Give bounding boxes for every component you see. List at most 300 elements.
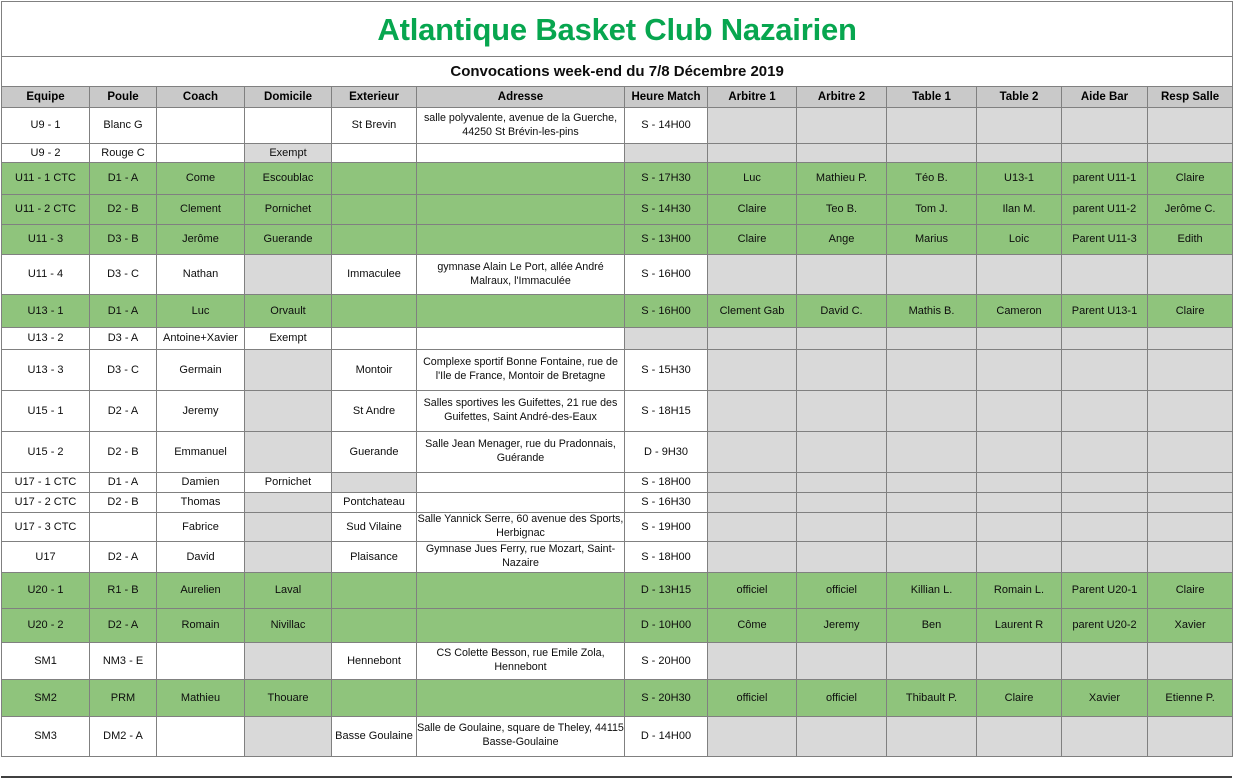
- cell-equipe: U15 - 1: [2, 391, 90, 432]
- cell-adresse: [417, 608, 625, 642]
- cell-table-2: [977, 642, 1062, 679]
- cell-table-2: [977, 108, 1062, 144]
- cell-exterieur: Hennebont: [332, 642, 417, 679]
- cell-heure-match: S - 18H00: [625, 541, 708, 572]
- cell-coach: Fabrice: [157, 513, 245, 542]
- cell-table-2: Ilan M.: [977, 195, 1062, 225]
- cell-coach: [157, 642, 245, 679]
- cell-heure-match: S - 20H30: [625, 679, 708, 716]
- cell-poule: D2 - A: [90, 391, 157, 432]
- cell-coach: David: [157, 541, 245, 572]
- cell-coach: Damien: [157, 473, 245, 493]
- cell-arbitre-1: officiel: [708, 572, 797, 608]
- cell-table-2: [977, 513, 1062, 542]
- cell-exterieur: [332, 195, 417, 225]
- cell-table-2: [977, 255, 1062, 295]
- cell-adresse: [417, 493, 625, 513]
- cell-poule: [90, 513, 157, 542]
- cell-arbitre-2: [797, 350, 887, 391]
- cell-poule: D3 - C: [90, 255, 157, 295]
- cell-table-2: U13-1: [977, 163, 1062, 195]
- cell-table-2: Claire: [977, 679, 1062, 716]
- cell-aide-bar: [1062, 473, 1148, 493]
- cell-adresse: Salle de Goulaine, square de Theley, 44115 Basse-Goulaine: [417, 716, 625, 756]
- cell-arbitre-1: Luc: [708, 163, 797, 195]
- cell-adresse: Complexe sportif Bonne Fontaine, rue de l'Ile de France, Montoir de Bretagne: [417, 350, 625, 391]
- cell-poule: D2 - A: [90, 608, 157, 642]
- cell-table-2: Laurent R: [977, 608, 1062, 642]
- cell-heure-match: S - 16H00: [625, 255, 708, 295]
- cell-arbitre-2: [797, 716, 887, 756]
- cell-table-1: [887, 391, 977, 432]
- cell-arbitre-1: [708, 716, 797, 756]
- cell-equipe: U11 - 1 CTC: [2, 163, 90, 195]
- cell-table-1: Thibault P.: [887, 679, 977, 716]
- cell-aide-bar: [1062, 255, 1148, 295]
- cell-exterieur: St Andre: [332, 391, 417, 432]
- cell-equipe: U11 - 4: [2, 255, 90, 295]
- cell-arbitre-2: [797, 493, 887, 513]
- cell-heure-match: S - 16H00: [625, 295, 708, 328]
- cell-coach: Jeremy: [157, 391, 245, 432]
- column-header-poule: Poule: [90, 87, 157, 108]
- column-header-aide-bar: Aide Bar: [1062, 87, 1148, 108]
- cell-adresse: [417, 225, 625, 255]
- cell-adresse: salle polyvalente, avenue de la Guerche, 44250 St Brévin-les-pins: [417, 108, 625, 144]
- column-header-exterieur: Exterieur: [332, 87, 417, 108]
- cell-poule: Blanc G: [90, 108, 157, 144]
- cell-aide-bar: Xavier: [1062, 679, 1148, 716]
- cell-exterieur: [332, 328, 417, 350]
- cell-exterieur: Immaculee: [332, 255, 417, 295]
- column-header-adresse: Adresse: [417, 87, 625, 108]
- cell-arbitre-2: [797, 473, 887, 493]
- cell-table-1: [887, 432, 977, 473]
- cell-poule: R1 - B: [90, 572, 157, 608]
- cell-resp-salle: Edith: [1148, 225, 1233, 255]
- column-header-resp-salle: Resp Salle: [1148, 87, 1233, 108]
- column-header-coach: Coach: [157, 87, 245, 108]
- cell-adresse: gymnase Alain Le Port, allée André Malraux, l'Immaculée: [417, 255, 625, 295]
- cell-table-2: [977, 328, 1062, 350]
- cell-table-1: Ben: [887, 608, 977, 642]
- cell-equipe: U17 - 3 CTC: [2, 513, 90, 542]
- cell-exterieur: [332, 295, 417, 328]
- cell-poule: D1 - A: [90, 163, 157, 195]
- cell-arbitre-2: officiel: [797, 679, 887, 716]
- cell-exterieur: [332, 572, 417, 608]
- cell-table-2: [977, 432, 1062, 473]
- cell-arbitre-1: [708, 432, 797, 473]
- cell-domicile: Orvault: [245, 295, 332, 328]
- cell-domicile: [245, 513, 332, 542]
- table-row: [2, 716, 1233, 756]
- table-row: [2, 642, 1233, 679]
- cell-adresse: [417, 679, 625, 716]
- cell-domicile: [245, 541, 332, 572]
- cell-poule: PRM: [90, 679, 157, 716]
- cell-equipe: U11 - 3: [2, 225, 90, 255]
- cell-table-1: Killian L.: [887, 572, 977, 608]
- cell-domicile: Thouare: [245, 679, 332, 716]
- cell-table-1: [887, 716, 977, 756]
- cell-adresse: Salle Yannick Serre, 60 avenue des Sports, Herbignac: [417, 513, 625, 542]
- table-row: [2, 225, 1233, 255]
- page-subtitle: Convocations week-end du 7/8 Décembre 2019: [450, 62, 784, 80]
- cell-table-1: Mathis B.: [887, 295, 977, 328]
- cell-heure-match: S - 19H00: [625, 513, 708, 542]
- cell-arbitre-2: [797, 432, 887, 473]
- cell-poule: D1 - A: [90, 295, 157, 328]
- cell-domicile: [245, 432, 332, 473]
- cell-equipe: U17: [2, 541, 90, 572]
- cell-poule: D3 - C: [90, 350, 157, 391]
- cell-aide-bar: [1062, 513, 1148, 542]
- cell-heure-match: S - 18H00: [625, 473, 708, 493]
- cell-equipe: U11 - 2 CTC: [2, 195, 90, 225]
- cell-exterieur: Guerande: [332, 432, 417, 473]
- cell-table-2: [977, 350, 1062, 391]
- cell-arbitre-2: [797, 642, 887, 679]
- cell-arbitre-1: officiel: [708, 679, 797, 716]
- cell-arbitre-1: [708, 350, 797, 391]
- cell-poule: D2 - B: [90, 195, 157, 225]
- cell-exterieur: [332, 163, 417, 195]
- cell-domicile: [245, 642, 332, 679]
- cell-aide-bar: [1062, 716, 1148, 756]
- cell-exterieur: [332, 144, 417, 163]
- cell-table-1: [887, 513, 977, 542]
- cell-heure-match: S - 13H00: [625, 225, 708, 255]
- cell-arbitre-2: David C.: [797, 295, 887, 328]
- cell-aide-bar: [1062, 642, 1148, 679]
- cell-resp-salle: [1148, 328, 1233, 350]
- cell-coach: Luc: [157, 295, 245, 328]
- cell-domicile: Laval: [245, 572, 332, 608]
- cell-arbitre-1: [708, 541, 797, 572]
- cell-arbitre-2: [797, 328, 887, 350]
- cell-domicile: [245, 391, 332, 432]
- cell-exterieur: [332, 473, 417, 493]
- cell-equipe: U9 - 1: [2, 108, 90, 144]
- cell-adresse: [417, 473, 625, 493]
- cell-equipe: U13 - 3: [2, 350, 90, 391]
- cell-arbitre-1: Côme: [708, 608, 797, 642]
- cell-resp-salle: [1148, 642, 1233, 679]
- cell-heure-match: S - 16H30: [625, 493, 708, 513]
- table-row: [2, 295, 1233, 328]
- cell-coach: Jerôme: [157, 225, 245, 255]
- cell-aide-bar: [1062, 493, 1148, 513]
- cell-aide-bar: Parent U13-1: [1062, 295, 1148, 328]
- cell-table-1: [887, 144, 977, 163]
- cell-aide-bar: Parent U11-3: [1062, 225, 1148, 255]
- page-subtitle-cell: [2, 57, 1233, 87]
- cell-table-2: [977, 391, 1062, 432]
- cell-table-1: Téo B.: [887, 163, 977, 195]
- table-row: [2, 163, 1233, 195]
- cell-heure-match: S - 18H15: [625, 391, 708, 432]
- cell-heure-match: D - 9H30: [625, 432, 708, 473]
- cell-table-1: Tom J.: [887, 195, 977, 225]
- cell-coach: [157, 108, 245, 144]
- cell-equipe: U13 - 2: [2, 328, 90, 350]
- column-header-arbitre-1: Arbitre 1: [708, 87, 797, 108]
- cell-equipe: U20 - 2: [2, 608, 90, 642]
- cell-adresse: Salle Jean Menager, rue du Pradonnais, Guérande: [417, 432, 625, 473]
- cell-resp-salle: [1148, 493, 1233, 513]
- cell-domicile: Guerande: [245, 225, 332, 255]
- cell-arbitre-2: Jeremy: [797, 608, 887, 642]
- table-row: [2, 255, 1233, 295]
- cell-arbitre-1: [708, 473, 797, 493]
- cell-table-1: Marius: [887, 225, 977, 255]
- cell-equipe: U13 - 1: [2, 295, 90, 328]
- cell-resp-salle: Claire: [1148, 572, 1233, 608]
- cell-exterieur: Sud Vilaine: [332, 513, 417, 542]
- cell-table-1: [887, 541, 977, 572]
- cell-adresse: [417, 195, 625, 225]
- table-row: [2, 432, 1233, 473]
- cell-exterieur: [332, 225, 417, 255]
- title-row: [2, 2, 1233, 57]
- cell-coach: Antoine+Xavier: [157, 328, 245, 350]
- cell-arbitre-1: [708, 144, 797, 163]
- column-header-arbitre-2: Arbitre 2: [797, 87, 887, 108]
- table-row: [2, 195, 1233, 225]
- cell-table-2: [977, 716, 1062, 756]
- cell-coach: Mathieu: [157, 679, 245, 716]
- cell-aide-bar: [1062, 432, 1148, 473]
- cell-domicile: Exempt: [245, 144, 332, 163]
- cell-table-1: [887, 328, 977, 350]
- cell-arbitre-1: [708, 255, 797, 295]
- cell-poule: D1 - A: [90, 473, 157, 493]
- table-row: [2, 541, 1233, 572]
- cell-resp-salle: [1148, 432, 1233, 473]
- cell-arbitre-2: [797, 391, 887, 432]
- cell-domicile: Nivillac: [245, 608, 332, 642]
- cell-exterieur: St Brevin: [332, 108, 417, 144]
- cell-table-2: [977, 473, 1062, 493]
- cell-equipe: SM1: [2, 642, 90, 679]
- cell-arbitre-2: officiel: [797, 572, 887, 608]
- cell-resp-salle: [1148, 513, 1233, 542]
- table-row: [2, 473, 1233, 493]
- cell-heure-match: S - 17H30: [625, 163, 708, 195]
- cell-heure-match: [625, 328, 708, 350]
- cell-arbitre-1: [708, 328, 797, 350]
- cell-coach: Emmanuel: [157, 432, 245, 473]
- cell-table-2: Romain L.: [977, 572, 1062, 608]
- cell-adresse: [417, 572, 625, 608]
- cell-heure-match: D - 13H15: [625, 572, 708, 608]
- cell-poule: DM2 - A: [90, 716, 157, 756]
- table-row: [2, 513, 1233, 542]
- cell-heure-match: S - 14H30: [625, 195, 708, 225]
- cell-domicile: Pornichet: [245, 473, 332, 493]
- cell-poule: NM3 - E: [90, 642, 157, 679]
- cell-adresse: [417, 295, 625, 328]
- cell-table-1: [887, 255, 977, 295]
- cell-aide-bar: Parent U20-1: [1062, 572, 1148, 608]
- table-row: [2, 679, 1233, 716]
- cell-poule: D2 - B: [90, 493, 157, 513]
- cell-aide-bar: [1062, 144, 1148, 163]
- cell-exterieur: [332, 608, 417, 642]
- cell-arbitre-1: [708, 642, 797, 679]
- column-header-table-2: Table 2: [977, 87, 1062, 108]
- cell-resp-salle: [1148, 350, 1233, 391]
- column-header-equipe: Equipe: [2, 87, 90, 108]
- column-header-table-1: Table 1: [887, 87, 977, 108]
- cell-domicile: [245, 255, 332, 295]
- cell-aide-bar: parent U11-1: [1062, 163, 1148, 195]
- cell-table-2: Loic: [977, 225, 1062, 255]
- cell-arbitre-2: [797, 541, 887, 572]
- cell-table-2: [977, 541, 1062, 572]
- cell-aide-bar: [1062, 328, 1148, 350]
- cell-coach: [157, 716, 245, 756]
- cell-arbitre-2: [797, 255, 887, 295]
- cell-coach: Nathan: [157, 255, 245, 295]
- cell-resp-salle: [1148, 541, 1233, 572]
- cell-resp-salle: [1148, 255, 1233, 295]
- cell-domicile: [245, 493, 332, 513]
- subtitle-row: [2, 57, 1233, 87]
- cell-arbitre-1: [708, 391, 797, 432]
- table-header-row: [2, 87, 1233, 108]
- cell-poule: D2 - A: [90, 541, 157, 572]
- cell-poule: D3 - B: [90, 225, 157, 255]
- cell-table-1: [887, 493, 977, 513]
- cell-aide-bar: [1062, 391, 1148, 432]
- cell-arbitre-2: [797, 108, 887, 144]
- cell-equipe: U9 - 2: [2, 144, 90, 163]
- cell-heure-match: [625, 144, 708, 163]
- cell-heure-match: S - 14H00: [625, 108, 708, 144]
- cell-table-2: [977, 144, 1062, 163]
- cell-arbitre-2: [797, 144, 887, 163]
- cell-arbitre-1: Claire: [708, 225, 797, 255]
- page-title-cell: [2, 2, 1233, 57]
- cell-table-2: [977, 493, 1062, 513]
- cell-aide-bar: [1062, 350, 1148, 391]
- cell-arbitre-2: Teo B.: [797, 195, 887, 225]
- page-title: Atlantique Basket Club Nazairien: [377, 11, 857, 47]
- cell-adresse: Gymnase Jues Ferry, rue Mozart, Saint-Nazaire: [417, 541, 625, 572]
- table-row: [2, 108, 1233, 144]
- cell-poule: D3 - A: [90, 328, 157, 350]
- cell-resp-salle: Jerôme C.: [1148, 195, 1233, 225]
- cell-equipe: SM2: [2, 679, 90, 716]
- cell-arbitre-1: Claire: [708, 195, 797, 225]
- cell-exterieur: Basse Goulaine: [332, 716, 417, 756]
- table-row: [2, 144, 1233, 163]
- cell-table-1: [887, 350, 977, 391]
- cell-adresse: CS Colette Besson, rue Emile Zola, Hennebont: [417, 642, 625, 679]
- cell-arbitre-1: [708, 493, 797, 513]
- cell-equipe: U17 - 2 CTC: [2, 493, 90, 513]
- cell-aide-bar: [1062, 108, 1148, 144]
- cell-table-2: Cameron: [977, 295, 1062, 328]
- cell-table-1: [887, 642, 977, 679]
- cell-resp-salle: Xavier: [1148, 608, 1233, 642]
- cell-arbitre-1: Clement Gab: [708, 295, 797, 328]
- cell-aide-bar: parent U20-2: [1062, 608, 1148, 642]
- cell-resp-salle: [1148, 391, 1233, 432]
- cell-equipe: U17 - 1 CTC: [2, 473, 90, 493]
- cell-arbitre-2: Ange: [797, 225, 887, 255]
- table-row: [2, 391, 1233, 432]
- column-header-domicile: Domicile: [245, 87, 332, 108]
- cell-equipe: U20 - 1: [2, 572, 90, 608]
- cell-resp-salle: [1148, 716, 1233, 756]
- cell-adresse: Salles sportives les Guifettes, 21 rue des Guifettes, Saint André-des-Eaux: [417, 391, 625, 432]
- cell-domicile: [245, 108, 332, 144]
- cell-coach: Romain: [157, 608, 245, 642]
- cell-exterieur: Montoir: [332, 350, 417, 391]
- cell-poule: Rouge C: [90, 144, 157, 163]
- table-row: [2, 608, 1233, 642]
- cell-domicile: Exempt: [245, 328, 332, 350]
- cell-heure-match: D - 10H00: [625, 608, 708, 642]
- cell-domicile: Escoublac: [245, 163, 332, 195]
- cell-exterieur: [332, 679, 417, 716]
- table-row: [2, 572, 1233, 608]
- cell-heure-match: D - 14H00: [625, 716, 708, 756]
- cell-domicile: [245, 716, 332, 756]
- cell-resp-salle: [1148, 144, 1233, 163]
- cell-poule: D2 - B: [90, 432, 157, 473]
- cell-table-1: [887, 473, 977, 493]
- cell-table-1: [887, 108, 977, 144]
- cell-domicile: [245, 350, 332, 391]
- cell-resp-salle: Claire: [1148, 163, 1233, 195]
- cell-resp-salle: Etienne P.: [1148, 679, 1233, 716]
- cell-heure-match: S - 20H00: [625, 642, 708, 679]
- cell-adresse: [417, 144, 625, 163]
- table-row: [2, 493, 1233, 513]
- cell-coach: Clement: [157, 195, 245, 225]
- cell-resp-salle: [1148, 108, 1233, 144]
- cell-equipe: U15 - 2: [2, 432, 90, 473]
- cell-coach: Germain: [157, 350, 245, 391]
- cell-arbitre-1: [708, 108, 797, 144]
- cell-arbitre-2: [797, 513, 887, 542]
- cell-arbitre-2: Mathieu P.: [797, 163, 887, 195]
- cell-coach: Come: [157, 163, 245, 195]
- table-body: [2, 108, 1233, 757]
- cell-exterieur: Pontchateau: [332, 493, 417, 513]
- cell-adresse: [417, 163, 625, 195]
- cell-arbitre-1: [708, 513, 797, 542]
- cell-resp-salle: [1148, 473, 1233, 493]
- cell-equipe: SM3: [2, 716, 90, 756]
- cell-exterieur: Plaisance: [332, 541, 417, 572]
- cell-coach: [157, 144, 245, 163]
- table-row: [2, 328, 1233, 350]
- cell-aide-bar: parent U11-2: [1062, 195, 1148, 225]
- column-header-heure-match: Heure Match: [625, 87, 708, 108]
- cell-aide-bar: [1062, 541, 1148, 572]
- cell-adresse: [417, 328, 625, 350]
- table-row: [2, 350, 1233, 391]
- cell-coach: Thomas: [157, 493, 245, 513]
- cell-heure-match: S - 15H30: [625, 350, 708, 391]
- cell-resp-salle: Claire: [1148, 295, 1233, 328]
- cell-coach: Aurelien: [157, 572, 245, 608]
